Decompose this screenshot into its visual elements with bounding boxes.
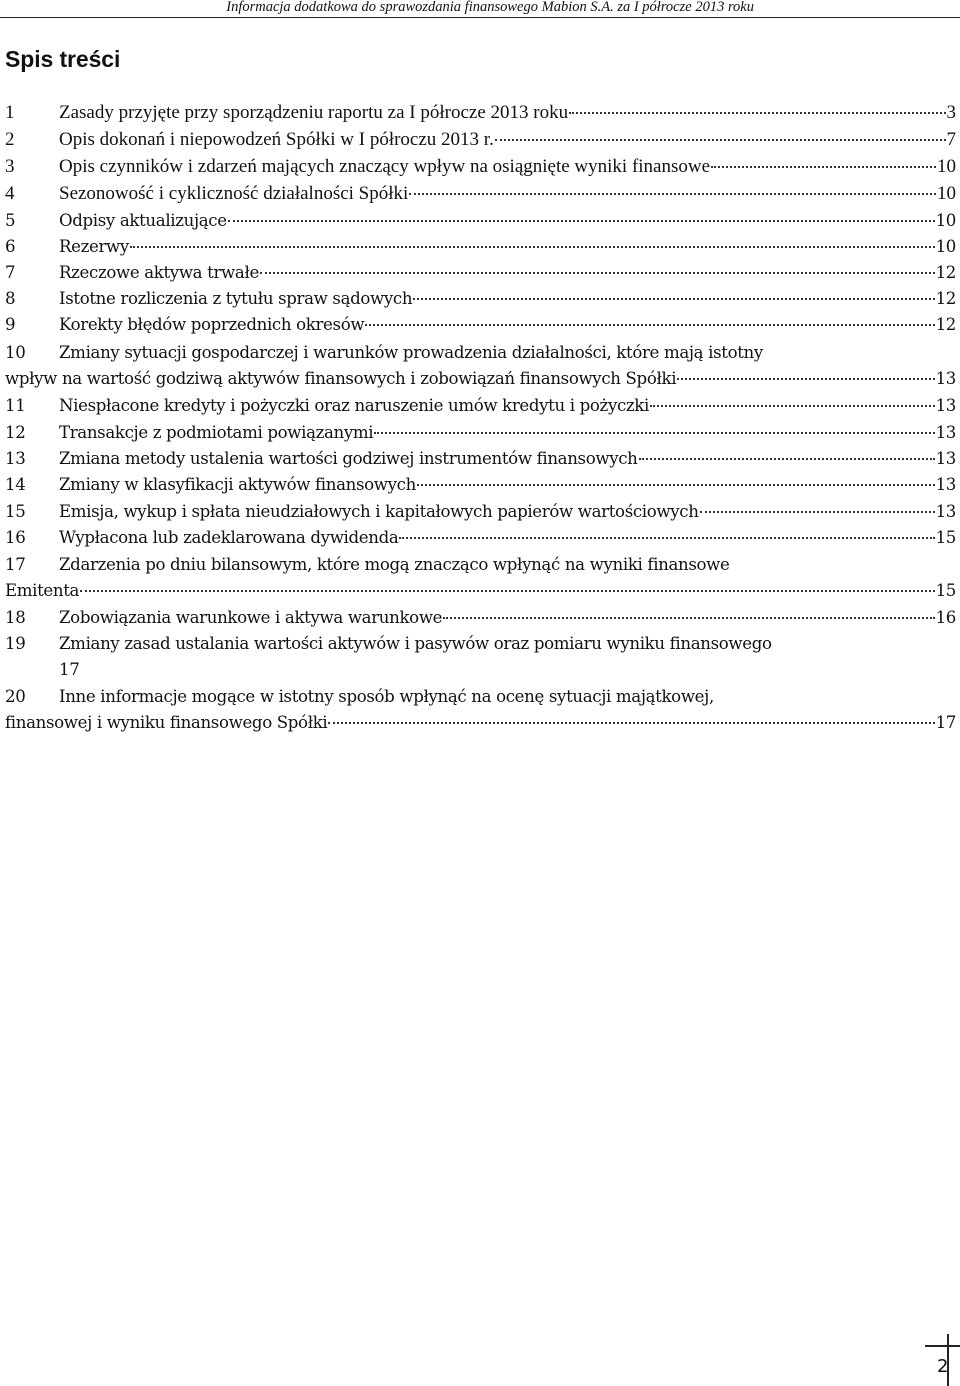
toc-entry-title-continued: finansowej i wyniku finansowego Spółki [5, 713, 328, 732]
toc-entry-5[interactable] [5, 208, 956, 234]
toc-entry-page: 17 [935, 713, 956, 732]
toc-title: Spis treści [5, 46, 121, 72]
toc-entry-number: 1 [5, 102, 15, 123]
toc-entry-page: 13 [935, 502, 956, 521]
toc-entry-title: Zmiany sytuacji gospodarczej i warunków prowadzenia działalności, które mają istotny [59, 343, 763, 362]
toc-entry-page: 12 [935, 263, 956, 282]
page-number: 2 [937, 1356, 949, 1377]
toc-entry-number: 6 [5, 237, 16, 256]
toc-leader-dots [409, 193, 936, 195]
toc-entry-page: 10 [935, 211, 956, 230]
toc-entry-number: 9 [5, 315, 16, 334]
toc-entry-title: Wypłacona lub zadeklarowana dywidenda [59, 528, 399, 547]
toc-leader-dots [228, 220, 935, 222]
toc-entry-title: Zmiana metody ustalenia wartości godziwej instrumentów finansowych [59, 449, 638, 468]
toc-entry-title: Niespłacone kredyty i pożyczki oraz naruszenie umów kredytu i pożyczki [59, 396, 649, 415]
toc-entry-16[interactable] [5, 525, 956, 551]
toc-entry-title-continued: Emitenta [5, 581, 80, 600]
toc-entry-number: 2 [5, 129, 15, 150]
toc-entry-title: Zasady przyjęte przy sporządzeniu raportu za I półrocze 2013 roku [59, 102, 569, 123]
toc-entry-10[interactable] [5, 340, 956, 392]
toc-leader-dots [700, 511, 935, 513]
toc-entry-page: 17 [59, 660, 80, 679]
toc-entry-number: 7 [5, 263, 16, 282]
toc-leader-dots [495, 139, 946, 141]
toc-leader-dots [711, 166, 936, 168]
toc-leader-dots [639, 458, 935, 460]
toc-entry-number: 16 [5, 528, 26, 547]
toc-entry-page: 13 [935, 449, 956, 468]
toc-entry-title: Zmiany w klasyfikacji aktywów finansowych [59, 475, 416, 494]
running-header [0, 0, 960, 18]
toc-entry-9[interactable] [5, 312, 956, 338]
toc-entry-number: 3 [5, 156, 15, 177]
toc-leader-dots [365, 324, 934, 326]
running-header-title: Informacja dodatkowa do sprawozdania finansowego Mabion S.A. za I półrocze 2013 roku [226, 0, 754, 15]
toc-entry-6[interactable] [5, 234, 956, 260]
toc-entry-19[interactable] [5, 631, 956, 683]
toc-entry-number: 12 [5, 423, 26, 442]
toc-entry-page: 10 [935, 237, 956, 256]
toc-entry-title: Odpisy aktualizujące [59, 211, 227, 230]
toc-leader-dots [413, 298, 934, 300]
toc-leader-dots [417, 484, 935, 486]
toc-entry-page: 13 [935, 396, 956, 415]
toc-entry-2[interactable] [5, 127, 956, 153]
page-corner-rule-horizontal [925, 1345, 960, 1347]
toc-entry-number: 20 [5, 687, 26, 706]
toc-entry-17[interactable] [5, 552, 956, 604]
toc-entry-8[interactable] [5, 286, 956, 312]
toc-entry-title-continued: wpływ na wartość godziwą aktywów finansowych i zobowiązań finansowych Spółki [5, 369, 677, 388]
toc-entry-number: 11 [5, 396, 26, 415]
toc-leader-dots [130, 246, 935, 248]
toc-entry-title: Zmiany zasad ustalania wartości aktywów i pasywów oraz pomiaru wyniku finansowego [59, 634, 772, 653]
toc-entry-number: 15 [5, 502, 26, 521]
toc-entry-title: Transakcje z podmiotami powiązanymi [59, 423, 374, 442]
toc-entry-page: 12 [935, 289, 956, 308]
toc-entry-page: 12 [935, 315, 956, 334]
toc-leader-dots [569, 112, 945, 114]
toc-entry-3[interactable] [5, 154, 956, 180]
toc-leader-dots [374, 432, 934, 434]
toc-entry-title: Opis czynników i zdarzeń mających znaczący wpływ na osiągnięte wyniki finansowe [59, 156, 711, 177]
toc-leader-dots [260, 272, 935, 274]
toc-entry-20[interactable] [5, 684, 956, 736]
toc-entry-title: Opis dokonań i niepowodzeń Spółki w I półroczu 2013 r. [59, 129, 494, 150]
toc-entry-number: 14 [5, 475, 26, 494]
toc-entry-title: Istotne rozliczenia z tytułu spraw sądowych [59, 289, 413, 308]
toc-entry-12[interactable] [5, 420, 956, 446]
toc-entry-title: Zdarzenia po dniu bilansowym, które mogą znacząco wpłynąć na wyniki finansowe [59, 555, 730, 574]
toc-entry-title: Sezonowość i cykliczność działalności Spółki [59, 183, 409, 204]
toc-entry-page: 13 [935, 423, 956, 442]
toc-entry-1[interactable] [5, 100, 956, 126]
toc-entry-number: 19 [5, 634, 26, 653]
toc-entry-page: 15 [935, 528, 956, 547]
toc-entry-number: 13 [5, 449, 26, 468]
toc-entry-page: 16 [935, 608, 956, 627]
toc-entry-18[interactable] [5, 605, 956, 631]
toc-entry-number: 4 [5, 183, 15, 204]
toc-entry-11[interactable] [5, 393, 956, 419]
toc-entry-title: Inne informacje mogące w istotny sposób wpłynąć na ocenę sytuacji majątkowej, [59, 687, 714, 706]
toc-entry-number: 10 [5, 343, 26, 362]
toc-entry-title: Zobowiązania warunkowe i aktywa warunkowe [59, 608, 443, 627]
toc-entry-number: 17 [5, 555, 26, 574]
toc-entry-page: 15 [935, 581, 956, 600]
toc-entry-title: Korekty błędów poprzednich okresów [59, 315, 365, 334]
toc-entry-4[interactable] [5, 181, 956, 207]
toc-entry-7[interactable] [5, 260, 956, 286]
toc-leader-dots [443, 617, 934, 619]
toc-entry-number: 5 [5, 211, 16, 230]
toc-entry-page: 13 [935, 475, 956, 494]
toc-entry-page: 13 [935, 369, 956, 388]
toc-leader-dots [80, 590, 934, 592]
toc-leader-dots [650, 405, 935, 407]
toc-entry-page: 7 [946, 129, 956, 150]
toc-leader-dots [399, 537, 934, 539]
toc-entry-title: Rezerwy [59, 237, 129, 256]
toc-entry-15[interactable] [5, 499, 956, 525]
toc-entry-13[interactable] [5, 446, 956, 472]
toc-entry-page: 10 [937, 156, 956, 177]
toc-entry-page: 10 [937, 183, 956, 204]
toc-leader-dots [328, 722, 934, 724]
toc-entry-number: 8 [5, 289, 16, 308]
toc-entry-14[interactable] [5, 472, 956, 498]
toc-entry-number: 18 [5, 608, 26, 627]
toc-entry-title: Rzeczowe aktywa trwałe [59, 263, 259, 282]
toc-leader-dots [677, 378, 934, 380]
toc-entry-page: 3 [946, 102, 956, 123]
toc-entry-title: Emisja, wykup i spłata nieudziałowych i kapitałowych papierów wartościowych [59, 502, 699, 521]
